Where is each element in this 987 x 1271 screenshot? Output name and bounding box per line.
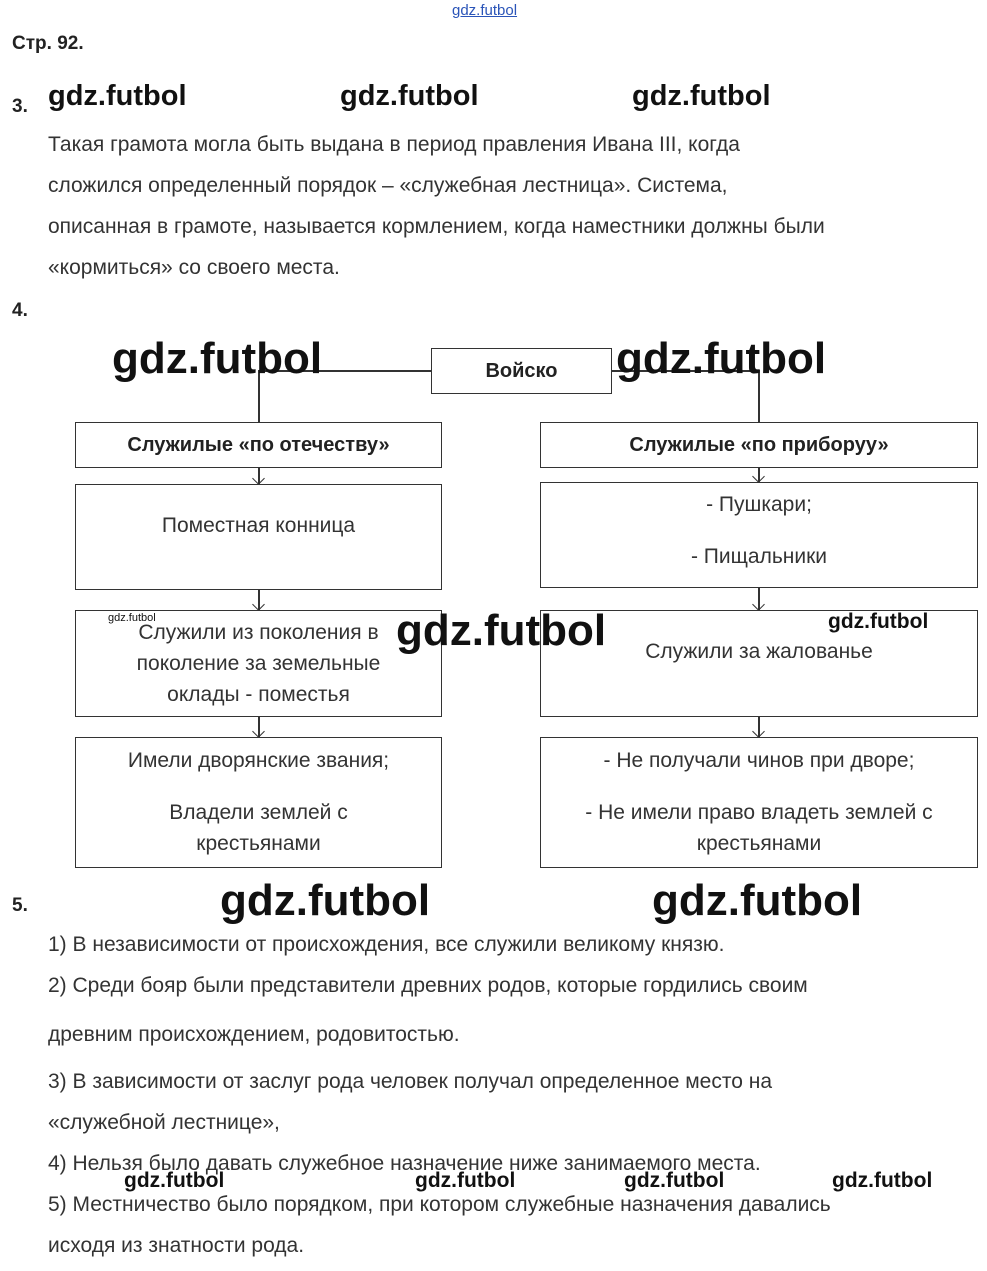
task-5-line: 4) Нельзя было давать служебное назначение ниже занимаемого места. [48, 1152, 761, 1175]
task-5-line: «служебной лестнице», [48, 1111, 280, 1134]
task-5-line: 5) Местничество было порядком, при котором служебные назначения давались [48, 1193, 831, 1216]
right-box-1-line: - Пищальники [690, 545, 828, 568]
left-box-2 [75, 610, 442, 717]
task-3-line: Такая грамота могла быть выдана в период правления Ивана III, когда [48, 133, 740, 156]
left-box-3-line: крестьянами [196, 832, 321, 855]
task-5-line: исходя из знатности рода. [48, 1234, 305, 1257]
arrow-down-icon [252, 472, 265, 485]
right-box-1 [540, 482, 978, 588]
arrow-down-icon [752, 725, 765, 738]
left-box-1 [75, 484, 442, 590]
watermark: gdz.futbol [632, 80, 771, 112]
watermark: gdz.futbol [616, 334, 827, 383]
watermark: gdz.futbol [124, 1169, 225, 1192]
watermark-top-link[interactable]: gdz.futbol [452, 2, 518, 19]
task-3-line: «кормиться» со своего места. [48, 256, 340, 279]
left-box-2-line: оклады - поместья [167, 683, 350, 706]
task-5-line: 1) В независимости от происхождения, все служили великому князю. [48, 933, 725, 956]
watermark: gdz.futbol [112, 334, 323, 383]
task-5-number: 5. [12, 895, 28, 916]
right-box-3-line: - Не получали чинов при дворе; [603, 749, 915, 772]
page-label: Стр. 92. [12, 33, 84, 54]
watermark: gdz.futbol [48, 80, 187, 112]
watermark: gdz.futbol [108, 612, 156, 624]
task-3-line: описанная в грамоте, называется кормлением, когда наместники должны были [48, 215, 825, 238]
root-box-army [431, 348, 612, 394]
task-5-line: 2) Среди бояр были представители древних родов, которые гордились своим [48, 974, 808, 997]
left-box-3-line: Владели землей с [169, 801, 348, 824]
left-box-3 [75, 737, 442, 868]
watermark: gdz.futbol [828, 610, 929, 633]
right-header-box [540, 422, 978, 468]
watermark: gdz.futbol [220, 876, 431, 925]
right-box-3-line: - Не имели право владеть землей с [585, 801, 933, 824]
root-box-label: Войско [485, 359, 558, 382]
task-4-number: 4. [12, 300, 28, 321]
left-box-1-text: Поместная конница [161, 514, 356, 537]
arrow-down-icon [752, 470, 765, 483]
left-header-label: Служилые «по отечеству» [127, 433, 390, 456]
arrow-down-icon [252, 598, 265, 611]
task-3-number: 3. [12, 96, 28, 117]
right-box-1-line: - Пушкари; [706, 493, 812, 516]
right-box-3 [540, 737, 978, 868]
watermark: gdz.futbol [652, 876, 863, 925]
watermark: gdz.futbol [396, 606, 607, 655]
left-header-box [75, 422, 442, 468]
right-box-3-line: крестьянами [696, 832, 822, 855]
arrow-down-icon [252, 725, 265, 738]
left-box-3-line: Имели дворянские звания; [127, 749, 390, 772]
left-box-2-line: поколение за земельные [136, 652, 381, 675]
task-3-line: сложился определенный порядок – «служебная лестница». Система, [48, 174, 728, 197]
arrow-down-icon [752, 598, 765, 611]
left-box-2-line: Служили из поколения в [138, 621, 379, 644]
watermark: gdz.futbol [340, 80, 479, 112]
task-5-line: древним происхождением, родовитостью. [48, 1023, 460, 1046]
task-5-line: 3) В зависимости от заслуг рода человек получал определенное место на [48, 1070, 773, 1093]
right-box-2-text: Служили за жалованье [645, 640, 873, 663]
right-header-label: Служилые «по приборуу» [629, 433, 889, 456]
watermark: gdz.futbol [832, 1169, 933, 1192]
watermark: gdz.futbol [624, 1169, 725, 1192]
watermark: gdz.futbol [415, 1169, 516, 1192]
